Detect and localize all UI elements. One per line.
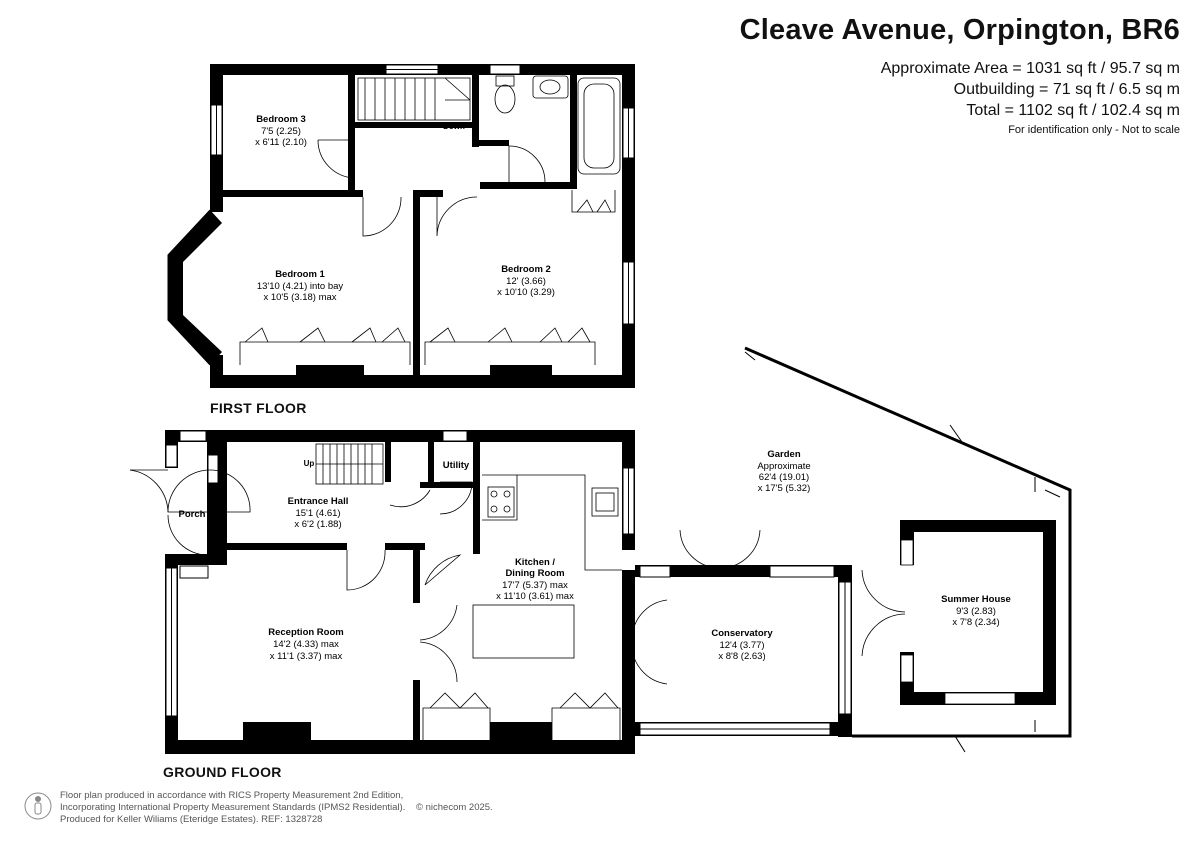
property-title: Cleave Avenue, Orpington, BR6 bbox=[739, 14, 1180, 46]
ground-floor-wall bbox=[227, 543, 347, 550]
summer-house-wall bbox=[900, 520, 1056, 532]
room-dim-garden: 62'4 (19.01) bbox=[758, 472, 810, 483]
room-dim-kitchen: x 11'10 (3.61) max bbox=[496, 591, 574, 602]
chimney-breast bbox=[243, 722, 311, 742]
identification-note: For identification only - Not to scale bbox=[1008, 124, 1180, 136]
first-floor-wall bbox=[210, 375, 634, 388]
approximate-area: Approximate Area = 1031 sq ft / 95.7 sq m bbox=[880, 60, 1180, 77]
stair-label-up: Up bbox=[303, 459, 315, 468]
room-dim-bedroom3: 7'5 (2.25) bbox=[261, 126, 301, 137]
room-label-bedroom1: Bedroom 1 bbox=[275, 269, 325, 280]
ground-floor-wall bbox=[473, 442, 480, 554]
window bbox=[490, 65, 520, 74]
room-dim-summer-house: 9'3 (2.83) bbox=[956, 606, 996, 617]
footer-line: Incorporating International Property Measurement Standards (IPMS2 Residential). bbox=[60, 802, 406, 813]
first-floor-wall bbox=[413, 190, 443, 197]
summer-house-wall bbox=[1043, 520, 1056, 705]
stairs-first-floor bbox=[358, 78, 470, 120]
ground-floor-wall bbox=[165, 430, 635, 442]
room-label-entrance-hall: Entrance Hall bbox=[287, 496, 349, 507]
ground-floor-wall bbox=[413, 543, 420, 603]
footer-line: Floor plan produced in accordance with RICS Property Measurement 2nd Edition, bbox=[60, 790, 404, 801]
stairs-ground-floor bbox=[316, 444, 383, 484]
room-label-reception: Reception Room bbox=[268, 627, 344, 638]
window bbox=[770, 566, 834, 577]
ground-floor-wall bbox=[385, 442, 391, 482]
room-dim-summer-house: x 7'8 (2.34) bbox=[952, 617, 1000, 628]
room-dim-entrance-hall: 15'1 (4.61) bbox=[295, 508, 341, 519]
copyright-notice: © nichecom 2025. bbox=[415, 802, 493, 813]
window bbox=[640, 566, 670, 577]
room-dim-bedroom2: x 10'10 (3.29) bbox=[497, 287, 555, 298]
room-dim-garden: x 17'5 (5.32) bbox=[757, 483, 811, 494]
outbuilding-area: Outbuilding = 71 sq ft / 6.5 sq m bbox=[953, 81, 1180, 98]
first-floor-wall bbox=[413, 190, 420, 375]
ground-floor-wall bbox=[165, 740, 635, 754]
first-floor-plan bbox=[210, 64, 635, 388]
first-floor-wall bbox=[479, 140, 509, 146]
garden-note: Approximate bbox=[757, 461, 811, 472]
room-label-utility: Utility bbox=[442, 460, 470, 471]
room-label-kitchen: Dining Room bbox=[505, 568, 565, 579]
bay-window bbox=[168, 210, 222, 365]
room-dim-bedroom1: 13'10 (4.21) into bay bbox=[256, 281, 344, 292]
window bbox=[180, 431, 206, 441]
room-dim-bedroom1: x 10'5 (3.18) max bbox=[263, 292, 337, 303]
first-floor-wall bbox=[570, 75, 577, 185]
room-label-conservatory: Conservatory bbox=[711, 628, 773, 639]
chimney-breast bbox=[296, 365, 364, 377]
first-floor-wall bbox=[223, 190, 363, 197]
room-dim-conservatory: x 8'8 (2.63) bbox=[718, 651, 766, 662]
room-dim-entrance-hall: x 6'2 (1.88) bbox=[294, 519, 342, 530]
footer-line: Produced for Keller Wiliams (Eteridge Estates). REF: 1328728 bbox=[60, 814, 323, 825]
room-label-kitchen: Kitchen / bbox=[514, 557, 556, 568]
window bbox=[166, 445, 177, 467]
window bbox=[443, 431, 467, 441]
room-label-summer-house: Summer House bbox=[941, 594, 1011, 605]
floor-label-ground: GROUND FLOOR bbox=[163, 764, 282, 780]
floor-label-first: FIRST FLOOR bbox=[210, 400, 307, 416]
ground-floor-wall bbox=[207, 430, 227, 565]
room-label-garden: Garden bbox=[767, 449, 801, 460]
room-label-porch: Porch bbox=[178, 509, 206, 520]
toilet-bowl bbox=[495, 85, 515, 113]
chimney-breast bbox=[490, 722, 552, 742]
window bbox=[208, 455, 218, 483]
room-label-bedroom2: Bedroom 2 bbox=[501, 264, 551, 275]
toilet-cistern bbox=[496, 76, 514, 86]
first-floor-wall bbox=[348, 75, 355, 197]
footer-notes bbox=[60, 790, 493, 826]
ground-floor-wall bbox=[622, 570, 635, 754]
ground-floor-wall bbox=[428, 442, 434, 488]
ground-floor-wall bbox=[420, 482, 480, 488]
kitchen-island bbox=[473, 605, 574, 658]
ims-logo-icon bbox=[25, 793, 51, 819]
chimney-breast bbox=[490, 365, 552, 377]
room-dim-bedroom2: 12' (3.66) bbox=[506, 276, 546, 287]
stair-label-down: Down bbox=[443, 122, 465, 131]
room-label-bedroom3: Bedroom 3 bbox=[256, 114, 306, 125]
first-floor-wall bbox=[480, 182, 577, 189]
room-dim-kitchen: 17'7 (5.37) max bbox=[502, 580, 568, 591]
room-dim-bedroom3: x 6'11 (2.10) bbox=[255, 137, 307, 148]
room-dim-conservatory: 12'4 (3.77) bbox=[719, 640, 765, 651]
kitchen-fittings bbox=[423, 475, 622, 740]
bathroom-fixtures bbox=[495, 76, 620, 174]
room-dim-reception: x 11'1 (3.37) max bbox=[269, 651, 343, 662]
footer-line-group bbox=[60, 802, 493, 814]
wash-basin bbox=[533, 76, 568, 98]
first-floor-wall bbox=[472, 75, 479, 147]
ground-floor-wall bbox=[413, 680, 420, 742]
room-dim-reception: 14'2 (4.33) max bbox=[273, 639, 339, 650]
total-area: Total = 1102 sq ft / 102.4 sq m bbox=[966, 102, 1180, 119]
window bbox=[180, 566, 208, 578]
